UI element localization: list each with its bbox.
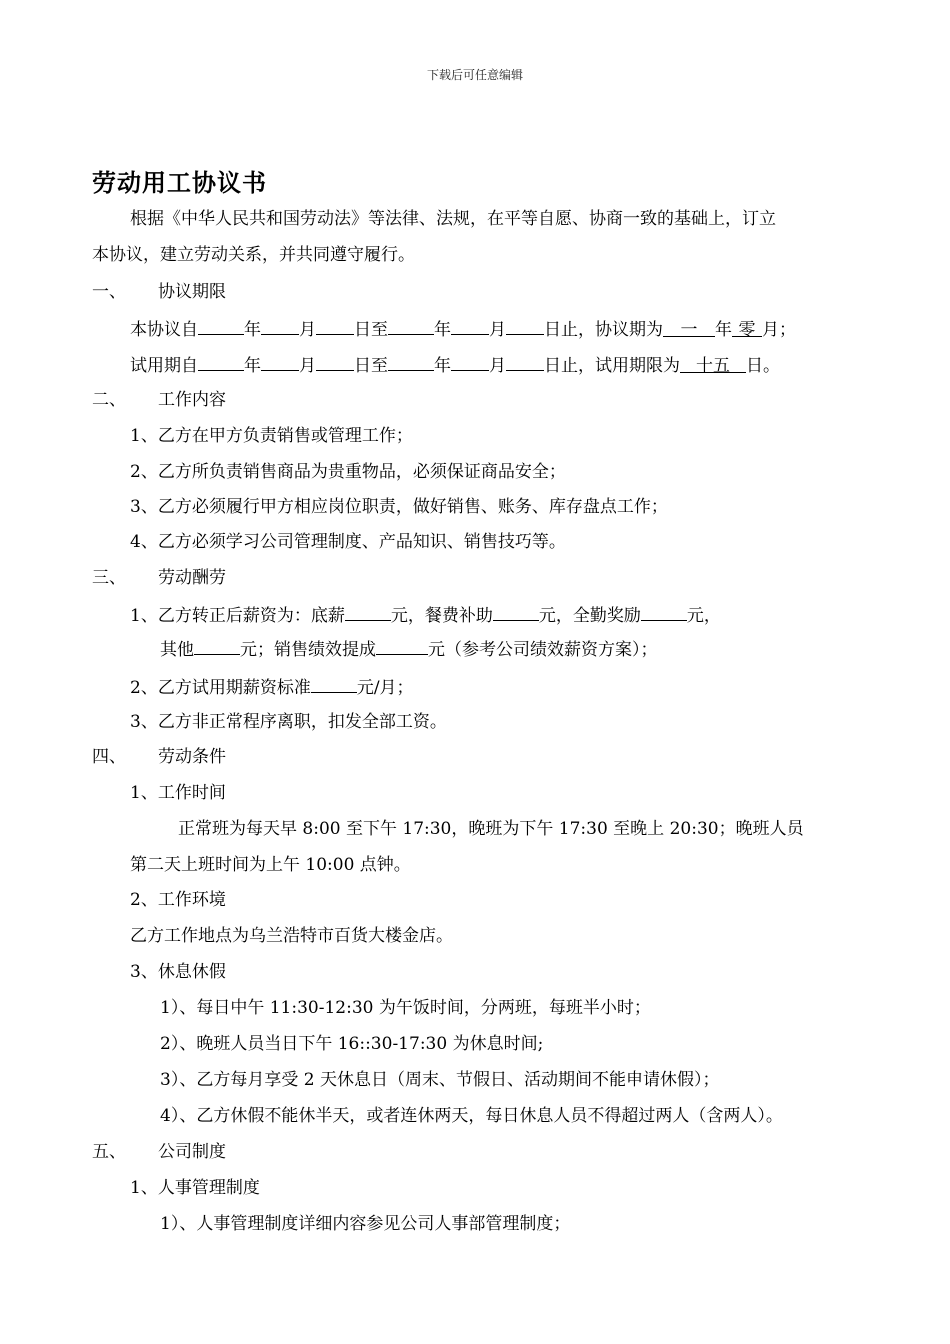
list-item: 3、乙方必须履行甲方相应岗位职责，做好销售、账务、库存盘点工作；: [130, 497, 668, 517]
blank-field[interactable]: [261, 316, 299, 335]
list-item: 4、乙方必须学习公司管理制度、产品知识、销售技巧等。: [130, 532, 566, 552]
list-item: 2、乙方所负责销售商品为贵重物品，必须保证商品安全；: [130, 462, 566, 482]
salary-line-2: 其他 元；销售绩效提成 元（参考公司绩效薪资方案）；: [160, 636, 658, 662]
list-item: 2）、晚班人员当日下午 16::30-17:30 为休息时间;: [160, 1034, 544, 1054]
blank-field[interactable]: [198, 352, 244, 371]
intro-line-2: 本协议，建立劳动关系，并共同遵守履行。: [92, 245, 415, 265]
list-item: 1）、每日中午 11:30-12:30 为午饭时间，分两班，每班半小时；: [160, 998, 651, 1018]
blank-field[interactable]: [388, 352, 434, 371]
blank-field[interactable]: [388, 316, 434, 335]
subsection-title: 1、人事管理制度: [130, 1178, 260, 1198]
section-4-heading: [92, 745, 226, 769]
section-2-heading: [92, 388, 226, 412]
section-number: 二、: [92, 390, 126, 410]
blank-field[interactable]: [198, 316, 244, 335]
blank-field[interactable]: [506, 352, 544, 371]
blank-field[interactable]: [261, 352, 299, 371]
blank-field[interactable]: [506, 316, 544, 335]
blank-field[interactable]: [641, 602, 687, 621]
trial-line: 试用期自 年 月 日至 年 月 日止，试用期限为 十五 日。: [130, 352, 780, 378]
section-1-heading: [92, 280, 226, 304]
list-item: 1）、人事管理制度详细内容参见公司人事部管理制度；: [160, 1214, 571, 1234]
subsection-title: 2、工作环境: [130, 890, 226, 910]
blank-field[interactable]: [316, 316, 354, 335]
page-header: 下载后可任意编辑: [426, 68, 523, 82]
section-title: 工作内容: [158, 390, 226, 410]
list-item: 4）、乙方休假不能休半天，或者连休两天，每日休息人员不得超过两人（含两人）。: [160, 1106, 783, 1126]
subsection-title: 1、工作时间: [130, 783, 226, 803]
blank-field[interactable]: [194, 636, 240, 655]
blank-field[interactable]: [493, 602, 539, 621]
blank-field[interactable]: [451, 316, 489, 335]
blank-field[interactable]: [316, 352, 354, 371]
section-title: 劳动酬劳: [158, 568, 226, 588]
section-title: 公司制度: [158, 1142, 226, 1162]
intro-line-1: 根据《中华人民共和国劳动法》等法律、法规，在平等自愿、协商一致的基础上，订立: [130, 209, 776, 229]
section-number: 三、: [92, 568, 126, 588]
trial-salary-line: 2、乙方试用期薪资标准 元/月；: [130, 674, 414, 700]
work-time-text-2: 第二天上班时间为上午 10:00 点钟。: [130, 855, 411, 875]
env-text: 乙方工作地点为乌兰浩特市百货大楼金店。: [130, 926, 453, 946]
section-number: 四、: [92, 747, 126, 767]
list-item: 3、乙方非正常程序离职，扣发全部工资。: [130, 712, 447, 732]
term-months-value: 零: [732, 318, 762, 337]
term-line: 本协议自 年 月 日至 年 月 日止，协议期为 一 年 零 月；: [130, 316, 796, 342]
subsection-title: 3、休息休假: [130, 962, 226, 982]
blank-field[interactable]: [311, 674, 357, 693]
section-title: 协议期限: [158, 282, 226, 302]
section-title: 劳动条件: [158, 747, 226, 767]
work-time-text-1: 正常班为每天早 8:00 至下午 17:30，晚班为下午 17:30 至晚上 20:30；晚班人员: [178, 819, 804, 839]
section-number: 五、: [92, 1142, 126, 1162]
term-years-value: 一: [663, 318, 715, 337]
document-title: 劳动用工协议书: [92, 169, 267, 197]
list-item: 3）、乙方每月享受 2 天休息日（周末、节假日、活动期间不能申请休假）；: [160, 1070, 720, 1090]
list-item: 1、乙方在甲方负责销售或管理工作；: [130, 426, 413, 446]
trial-days-value: 十五: [680, 354, 746, 373]
section-number: 一、: [92, 282, 126, 302]
section-3-heading: [92, 566, 226, 590]
section-5-heading: [92, 1140, 226, 1164]
blank-field[interactable]: [345, 602, 391, 621]
salary-line-1: 1、乙方转正后薪资为：底薪 元，餐费补助 元，全勤奖励 元，: [130, 602, 721, 628]
blank-field[interactable]: [376, 636, 428, 655]
blank-field[interactable]: [451, 352, 489, 371]
